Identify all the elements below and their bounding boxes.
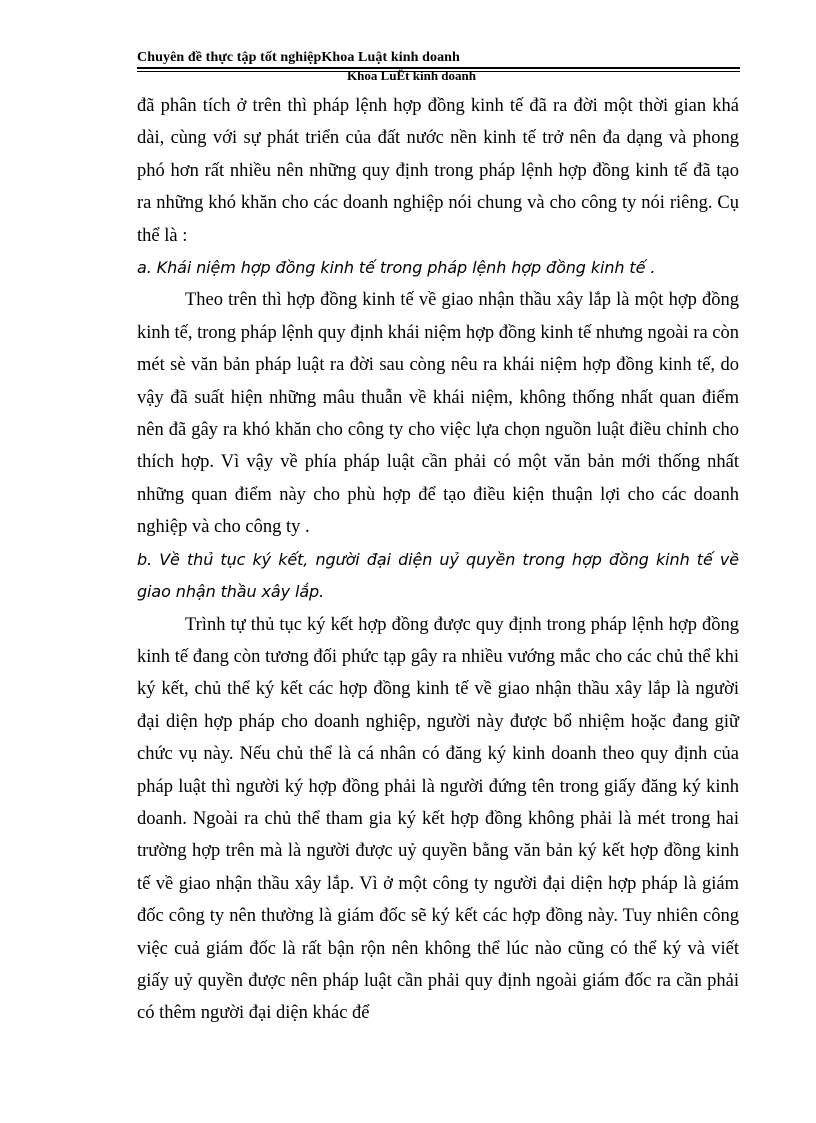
header-title: Chuyên đề thực tập tốt nghiệpKhoa Luật kinh doanh: [137, 50, 460, 65]
paragraph-intro: đã phân tích ở trên thì pháp lệnh hợp đồng kinh tế đã ra đời một thời gian khá dài, cùng với sự phát triển của đất nước nền kinh tế trở nên đa dạng và phong phó hơn rất nhiều nên những quy định trong pháp lệnh hợp đồng kinh tế đã tạo ra những khó khăn cho các doanh nghiệp nói chung và cho công ty nói riêng. Cụ thể là :: [137, 96, 739, 246]
document-body: [137, 90, 739, 1030]
section-heading-b: b. Về thủ tục ký kết, người đại diện uỷ quyền trong hợp đồng kinh tế về giao nhận thầu xây lắp.: [137, 549, 739, 602]
header-subtitle: Khoa LuËt kinh doanh: [347, 68, 476, 83]
paragraph-b: Trình tự thủ tục ký kết hợp đồng được quy định trong pháp lệnh hợp đồng kinh tế đang còn tương đối phức tạp gây ra nhiều vướng mắc cho các chủ thể khi ký kết, chủ thể ký kết các hợp đồng kinh tế về giao nhận thầu xây lắp là người đại diện hợp pháp cho doanh nghiệp, người này được bổ nhiệm hoặc đang giữ chức vụ này. Nếu chủ thể là cá nhân có đăng ký kinh doanh theo quy định của pháp luật thì người ký hợp đồng phải là người đứng tên trong giấy đăng ký kinh doanh. Ngoài ra chủ thể tham gia ký kết hợp đồng không phải là mét trong hai trường hợp trên mà là người được uỷ quyền bằng văn bản ký kết hợp đồng kinh tế về giao nhận thầu xây lắp. Vì ở một công ty người đại diện hợp pháp là giám đốc công ty nên thường là giám đốc sẽ ký kết các hợp đồng này. Tuy nhiên công việc cuả giám đốc là rất bận rộn nên không thể lúc nào cũng có thể ký và viết giấy uỷ quyền được nên pháp luật cần phải quy định ngoài giám đốc ra cần phải có thêm người đại diện khác để: [137, 614, 739, 1024]
section-heading-a: a. Khái niệm hợp đồng kinh tế trong pháp lệnh hợp đồng kinh tế .: [137, 258, 656, 278]
paragraph-a: Theo trên thì hợp đồng kinh tế về giao nhận thầu xây lắp là một hợp đồng kinh tế, trong pháp lệnh quy định khái niệm hợp đồng kinh tế nhưng ngoài ra còn mét sè văn bản pháp luật ra đời sau còng nêu ra khái niệm hợp đồng kinh tế, do vậy đã suất hiện những mâu thuẫn về khái niệm, không thống nhất quan điểm nên đã gây ra khó khăn cho công ty cho việc lựa chọn nguồn luật điều chỉnh cho thích hợp. Vì vậy về phía pháp luật cần phải có một văn bản mới thống nhất những quan điểm này cho phù hợp để tạo điều kiện thuận lợi cho các doanh nghiệp và cho công ty .: [137, 290, 739, 538]
